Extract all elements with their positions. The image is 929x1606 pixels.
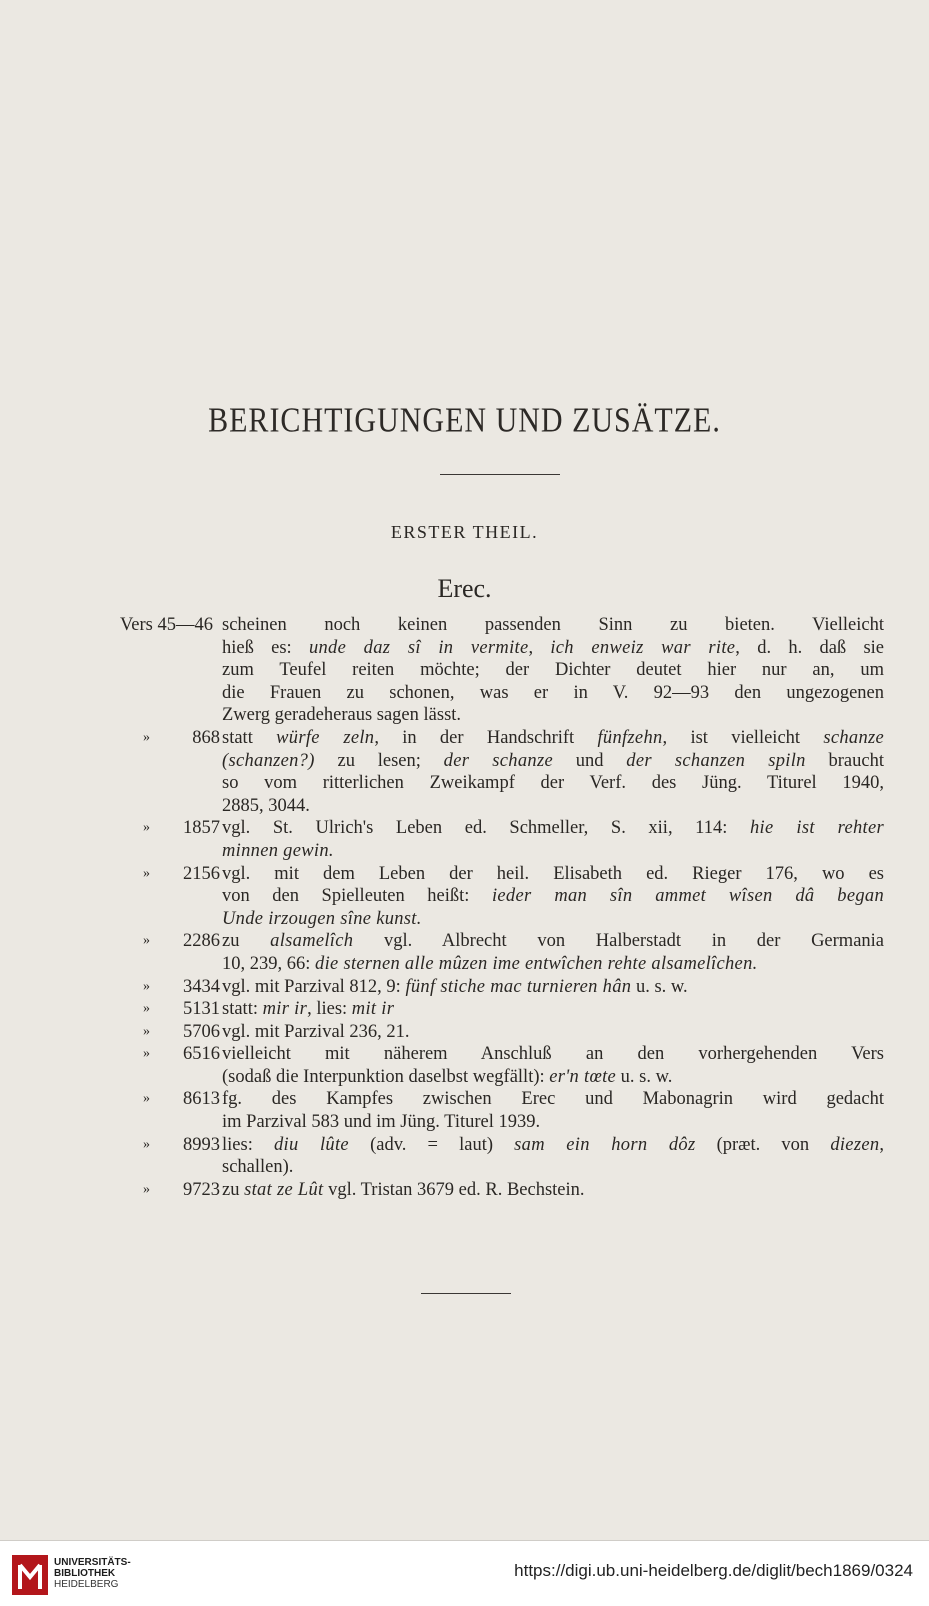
entry-line (0, 614, 929, 637)
correction-entry (0, 1088, 929, 1133)
ditto-mark: » (143, 1091, 150, 1107)
entry-text: schallen). (222, 1157, 294, 1178)
ditto-mark: » (143, 933, 150, 949)
verse-label: Vers 45—46 (120, 615, 214, 635)
entry-text: vielleicht mit näherem Anschluß an den vorhergehenden Vers (222, 1044, 884, 1065)
entry-line (0, 637, 929, 660)
correction-entry (0, 976, 929, 999)
corrections-list (0, 614, 929, 1201)
verse-number: 5131 (183, 999, 220, 1020)
verse-number: 2286 (183, 931, 220, 952)
entry-line (0, 863, 929, 886)
correction-entry (0, 930, 929, 975)
ditto-mark: » (143, 1046, 150, 1062)
entry-text: minnen gewin. (222, 840, 334, 861)
entry-line (0, 1066, 929, 1089)
entry-line (0, 727, 929, 750)
entry-text: zu stat ze Lût vgl. Tristan 3679 ed. R. Bechstein. (222, 1179, 585, 1200)
entry-text: die Frauen zu schonen, was er in V. 92—93 den ungezogenen (222, 682, 884, 703)
entry-line (0, 908, 929, 931)
entry-line (0, 998, 929, 1021)
entry-text: vgl. St. Ulrich's Leben ed. Schmeller, S. xii, 114: hie ist rehter (222, 818, 884, 839)
heidelberg-library-logo-icon (10, 1553, 50, 1597)
ditto-mark: » (143, 729, 150, 745)
verse-number: 5706 (183, 1021, 220, 1042)
title-divider (440, 474, 560, 475)
verse-number: 2156 (183, 863, 220, 884)
entry-text: vgl. mit Parzival 812, 9: fünf stiche mac turnieren hân u. s. w. (222, 976, 688, 997)
library-name (54, 1557, 131, 1590)
verse-number: 3434 (183, 976, 220, 997)
entry-line (0, 1111, 929, 1134)
entry-line (0, 840, 929, 863)
entry-text: im Parzival 583 und im Jüng. Titurel 1939. (222, 1112, 541, 1133)
correction-entry (0, 727, 929, 817)
entry-text: 10, 239, 66: die sternen alle mûzen ime entwîchen rehte alsamelîchen. (222, 953, 758, 974)
entry-text: lies: diu lûte (adv. = laut) sam ein horn dôz (præt. von diezen, (222, 1134, 884, 1155)
entry-text: statt: mir ir, lies: mit ir (222, 999, 395, 1020)
entry-line (0, 1134, 929, 1157)
library-line: UNIVERSITÄTS- (54, 1557, 131, 1568)
entry-line (0, 817, 929, 840)
entry-text: (schanzen?) zu lesen; der schanze und der schanzen spiln braucht (222, 750, 884, 771)
entry-line (0, 1088, 929, 1111)
correction-entry (0, 998, 929, 1021)
source-url-link[interactable]: https://digi.ub.uni-heidelberg.de/diglit/bech1869/0324 (514, 1561, 913, 1580)
entry-text: von den Spielleuten heißt: ieder man sîn ammet wîsen dâ began (222, 886, 884, 907)
entry-text: hieß es: unde daz sî in vermite, ich enweiz war rite, d. h. daß sie (222, 637, 884, 658)
correction-entry (0, 1043, 929, 1088)
ditto-mark: » (143, 865, 150, 881)
entry-line (0, 750, 929, 773)
library-line: BIBLIOTHEK (54, 1568, 116, 1579)
verse-number: 868 (192, 727, 220, 748)
verse-number: 1857 (183, 818, 220, 839)
correction-entry (0, 1179, 929, 1202)
verse-number: 8613 (183, 1089, 220, 1110)
entry-line (0, 682, 929, 705)
entry-text: scheinen noch keinen passenden Sinn zu bieten. Vielleicht (222, 615, 884, 635)
ditto-mark: » (143, 1023, 150, 1039)
verse-number: 8993 (183, 1134, 220, 1155)
correction-entry (0, 817, 929, 862)
entry-line (0, 1043, 929, 1066)
verse-number: 6516 (183, 1044, 220, 1065)
entry-text: zu alsamelîch vgl. Albrecht von Halberstadt in der Germania (222, 931, 885, 952)
entry-line (0, 704, 929, 727)
ditto-mark: » (143, 978, 150, 994)
entry-text: fg. des Kampfes zwischen Erec und Mabonagrin wird gedacht (222, 1089, 884, 1110)
entry-line (0, 1021, 929, 1044)
correction-entry (0, 1134, 929, 1179)
entry-text: (sodaß die Interpunktion daselbst wegfällt): er'n tœte u. s. w. (222, 1066, 673, 1087)
ditto-mark: » (143, 1181, 150, 1197)
entry-line (0, 772, 929, 795)
entry-text: Unde irzougen sîne kunst. (222, 908, 422, 929)
library-footer (0, 1540, 929, 1606)
entry-line (0, 953, 929, 976)
entry-text: Zwerg geradeheraus sagen lässt. (222, 705, 462, 726)
entry-line (0, 1179, 929, 1202)
entry-text: vgl. mit dem Leben der heil. Elisabeth ed. Rieger 176, wo es (222, 863, 884, 884)
entry-text: so vom ritterlichen Zweikampf der Verf. des Jüng. Titurel 1940, (222, 773, 884, 794)
correction-entry (0, 1021, 929, 1044)
library-line: HEIDELBERG (54, 1579, 119, 1590)
entry-line (0, 795, 929, 818)
work-heading: Erec. (437, 574, 492, 603)
correction-entry (0, 614, 929, 727)
entry-text: vgl. mit Parzival 236, 21. (222, 1021, 410, 1042)
ditto-mark: » (143, 1001, 150, 1017)
end-divider (421, 1293, 511, 1294)
ditto-mark: » (143, 1136, 150, 1152)
entry-line (0, 930, 929, 953)
entry-line (0, 885, 929, 908)
entry-line (0, 976, 929, 999)
entry-text: zum Teufel reiten möchte; der Dichter deutet hier nur an, um (222, 660, 884, 681)
part-heading: ERSTER THEIL. (390, 522, 539, 542)
entry-text: 2885, 3044. (222, 795, 310, 816)
correction-entry (0, 863, 929, 931)
entry-line (0, 1156, 929, 1179)
entry-text: statt würfe zeln, in der Handschrift fünfzehn, ist vielleicht schanze (222, 727, 884, 748)
entry-line (0, 659, 929, 682)
verse-number: 9723 (183, 1179, 220, 1200)
page-title: BERICHTIGUNGEN UND ZUSÄTZE. (208, 401, 721, 440)
ditto-mark: » (143, 820, 150, 836)
